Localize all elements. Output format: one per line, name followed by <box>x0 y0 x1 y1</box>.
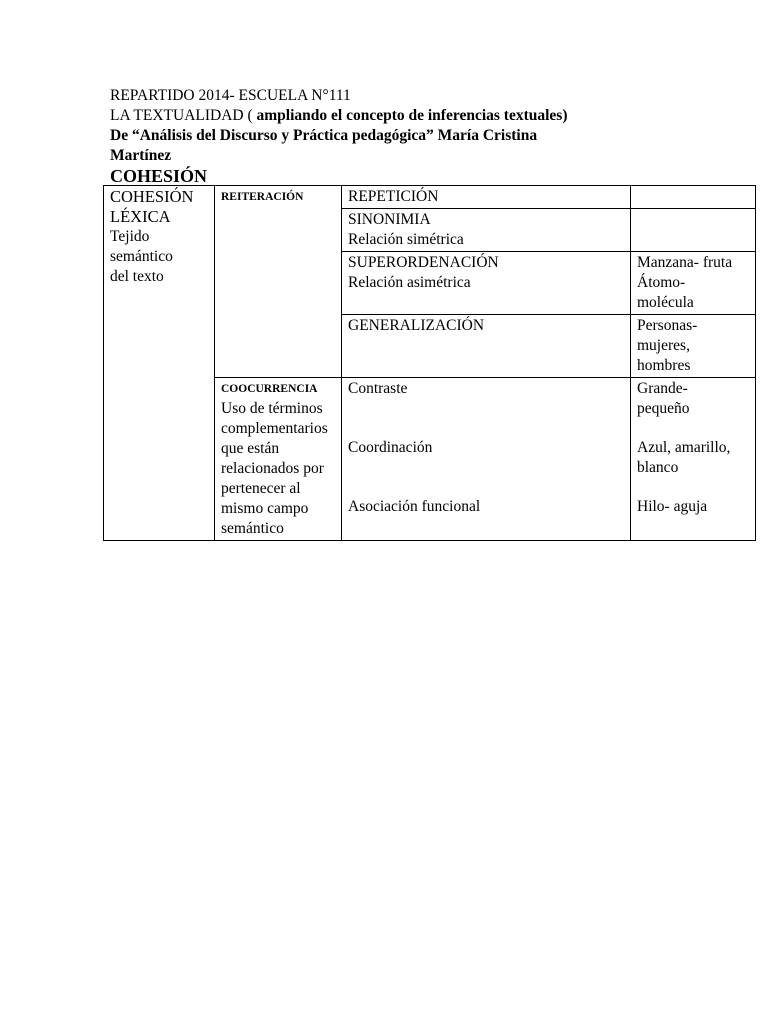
cohesion-lexica-cell <box>104 186 215 541</box>
coocurrencia-desc-line: pertenecer al <box>221 480 301 497</box>
page-title: COHESIÓN <box>110 166 208 186</box>
header-line-2-bold: ampliando el concepto de inferencias textuales) <box>252 107 568 124</box>
term-cell <box>342 252 631 315</box>
coocurrencia-cell <box>215 378 342 541</box>
coocurrencia-desc-line: complementarios <box>221 420 328 437</box>
example-cell <box>631 252 756 315</box>
coocurrencia-examples-cell <box>631 378 756 541</box>
example-line: molécula <box>637 294 694 311</box>
term-label: SINONIMIA <box>348 211 431 228</box>
example-line: hombres <box>637 357 691 374</box>
example-line: Manzana- fruta <box>637 254 733 271</box>
coocurrencia-item: Asociación funcional <box>348 498 481 515</box>
coocurrencia-desc-line: mismo campo <box>221 500 309 517</box>
header-line-4: Martínez <box>110 147 172 164</box>
col1-line: del texto <box>110 268 164 285</box>
term-detail: Relación simétrica <box>348 231 464 248</box>
coocurrencia-desc-line: que están <box>221 440 280 457</box>
term-label: REPETICIÓN <box>348 188 439 205</box>
example-line: Azul, amarillo, <box>637 439 731 456</box>
term-cell <box>342 315 631 378</box>
example-line: mujeres, <box>637 337 690 354</box>
reiteracion-cell <box>215 186 342 378</box>
example-line: blanco <box>637 459 679 476</box>
header-line-1: REPARTIDO 2014- ESCUELA N°111 <box>110 87 351 104</box>
coocurrencia-label: COOCURRENCIA <box>221 383 318 395</box>
coocurrencia-item: Coordinación <box>348 439 433 456</box>
example-line: pequeño <box>637 400 690 417</box>
header-line-3: De “Análisis del Discurso y Práctica pedagógica” María Cristina <box>110 127 538 144</box>
example-line: Átomo- <box>637 274 686 291</box>
spacer <box>348 458 624 497</box>
col1-line: LÉXICA <box>110 207 171 226</box>
col1-line: Tejido <box>110 228 150 245</box>
coocurrencia-desc-line: relacionados por <box>221 460 324 477</box>
coocurrencia-items-cell <box>342 378 631 541</box>
spacer <box>637 419 749 438</box>
reiteracion-label: REITERACIÓN <box>221 191 304 203</box>
example-cell <box>631 315 756 378</box>
example-line: Personas- <box>637 317 698 334</box>
term-label: GENERALIZACIÓN <box>348 317 485 334</box>
coocurrencia-desc-line: semántico <box>221 520 284 537</box>
col1-line: semántico <box>110 248 173 265</box>
term-label: SUPERORDENACIÓN <box>348 254 499 271</box>
example-line: Hilo- aguja <box>637 498 708 515</box>
example-cell <box>631 209 756 252</box>
cohesion-table <box>103 185 756 541</box>
coocurrencia-item: Contraste <box>348 380 408 397</box>
document-header <box>110 86 670 187</box>
header-line-2-normal: LA TEXTUALIDAD ( <box>110 107 253 124</box>
spacer <box>637 478 749 497</box>
header-line-2 <box>110 106 670 126</box>
term-cell <box>342 186 631 209</box>
example-cell <box>631 186 756 209</box>
col1-line: COHESIÓN <box>110 187 194 206</box>
spacer <box>348 399 624 438</box>
term-cell <box>342 209 631 252</box>
table-row <box>104 186 756 209</box>
coocurrencia-desc-line: Uso de términos <box>221 400 323 417</box>
term-detail: Relación asimétrica <box>348 274 471 291</box>
example-line: Grande- <box>637 380 688 397</box>
